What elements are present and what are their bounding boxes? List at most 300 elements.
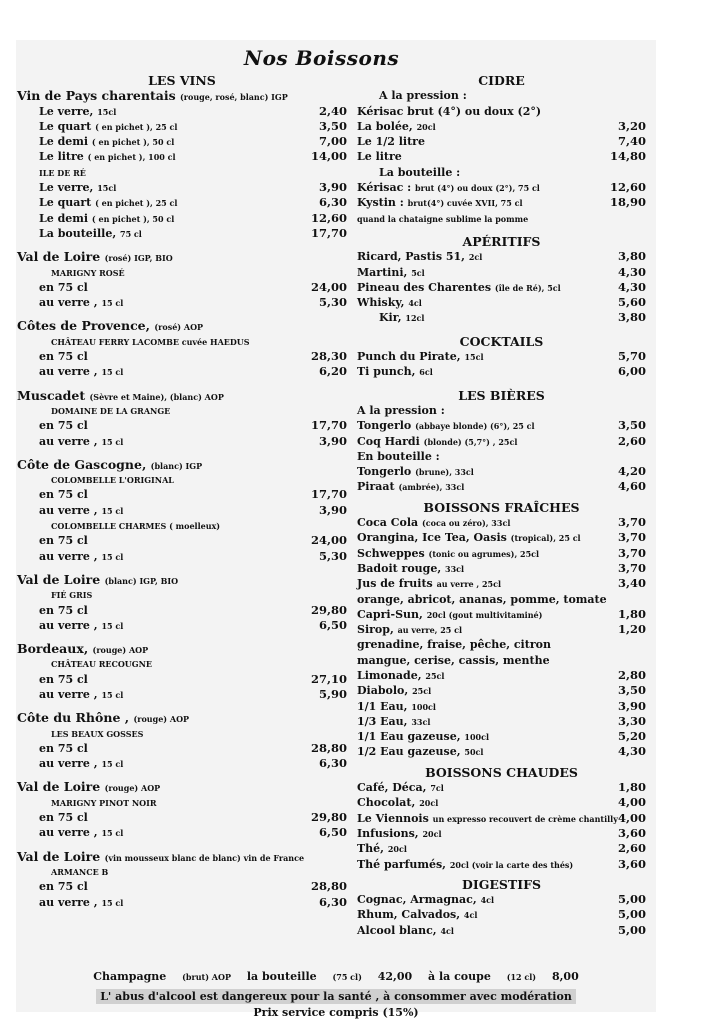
item-text (39, 756, 123, 772)
menu-item-kystin (357, 195, 646, 210)
wine-group-val-de-loire (17, 249, 347, 264)
menu-item-la-bouteille (17, 226, 347, 241)
item-note: MARIGNY PINOT NOIR (51, 797, 157, 808)
item-label: Bordeaux, (17, 641, 89, 657)
item-text (357, 653, 550, 668)
menu-item-kir (357, 310, 646, 325)
item-label: Kérisac brut (4°) ou doux (2°) (357, 104, 542, 118)
item-text (39, 503, 123, 519)
menu-item-au-verre (17, 549, 347, 564)
item-label: en 75 cl (39, 534, 88, 548)
item-price: 3,60 (617, 825, 646, 840)
item-price: 5,30 (318, 295, 347, 310)
item-note: 4cl (408, 298, 422, 309)
spacer (17, 380, 347, 388)
menu-item-jus-de-fruits (357, 576, 646, 591)
wine-group-cote-du-rhone (17, 710, 347, 725)
menu-item-the-parfumes (357, 857, 646, 872)
menu-item-marigny-rose (17, 265, 347, 280)
item-label: Côte de Gascogne, (17, 456, 147, 472)
item-text (39, 418, 88, 433)
item-price: 7,00 (318, 134, 347, 149)
menu-item-le-verre (17, 104, 347, 119)
item-note: 15 cl (101, 367, 124, 378)
item-price: 12,60 (310, 210, 347, 225)
item-label: Le verre, (39, 181, 94, 195)
item-text (51, 656, 152, 672)
item-text (357, 714, 430, 730)
item-label: Sirop, (357, 623, 394, 637)
bottle-price: 42,00 (377, 970, 413, 983)
item-note: 15 cl (101, 551, 124, 562)
item-text (39, 180, 116, 196)
item-price: 3,90 (318, 180, 347, 195)
item-label: au verre , (39, 503, 98, 517)
item-text (51, 334, 250, 350)
item-text (39, 618, 123, 634)
item-label: 1/2 Eau gazeuse, (357, 745, 461, 759)
item-text (357, 576, 501, 592)
left-column (17, 73, 347, 910)
menu-item-capri-sun (357, 607, 646, 622)
item-label: Le 1/2 litre (357, 135, 425, 149)
item-label: Côte du Rhône , (17, 710, 130, 726)
item-text (357, 811, 618, 827)
menu-item-badoit-rouge (357, 561, 646, 576)
item-label: au verre , (39, 757, 98, 771)
item-note: 33cl (411, 716, 431, 727)
item-label: Badoit rouge, (357, 561, 442, 575)
item-note: 20cl (voir la carte des thés) (449, 859, 574, 870)
menu-item-chateau-recougne (17, 656, 347, 671)
item-note: 33cl (445, 563, 465, 574)
item-label: au verre , (39, 687, 98, 701)
item-note: ( en pichet ), 100 cl (87, 152, 176, 163)
wine-group-val-de-loire (17, 572, 347, 587)
item-note: ( en pichet ), 50 cl (91, 213, 175, 224)
item-text (357, 683, 431, 699)
menu-item-1-3-eau (357, 714, 646, 729)
item-note: 20cl (387, 844, 407, 855)
item-price: 3,30 (617, 713, 646, 728)
item-label: Le demi (39, 211, 89, 225)
item-text (39, 349, 88, 364)
menu-item-au-verre (17, 895, 347, 910)
item-note: 5cl (411, 267, 425, 278)
item-label: en 75 cl (39, 880, 88, 894)
wine-group-muscadet (17, 388, 347, 403)
wine-group-cote-de-gascogne (17, 457, 347, 472)
item-text (357, 826, 442, 842)
section-heading: COCKTAILS (459, 333, 544, 349)
item-note: 4cl (440, 925, 454, 936)
item-text (39, 741, 88, 756)
item-text (357, 515, 510, 531)
item-price: 29,80 (310, 810, 347, 825)
menu-item-mangue-cerise-cassis-menthe (357, 653, 646, 668)
menu-item-domaine-de-la-grange (17, 403, 347, 418)
item-text (357, 149, 402, 164)
menu-item-le-viennois (357, 811, 646, 826)
item-label: en 75 cl (39, 350, 88, 364)
menu-item-armance-b (17, 864, 347, 879)
item-price: 17,70 (310, 225, 347, 240)
item-note: ILE DE RÉ (39, 167, 86, 178)
champagne-note: (brut) AOP (182, 972, 231, 982)
menu-item-tongerlo (357, 418, 646, 433)
item-text (39, 687, 123, 703)
item-price: 5,70 (617, 349, 646, 364)
item-label: Infusions, (357, 826, 419, 840)
item-label: Martini, (357, 265, 408, 279)
item-price: 7,40 (617, 134, 646, 149)
item-price: 4,60 (617, 479, 646, 494)
item-label: La bolée, (357, 119, 413, 133)
item-label: Diabolo, (357, 684, 409, 698)
item-text (51, 864, 108, 880)
item-price: 5,20 (617, 729, 646, 744)
menu-item-chateau-ferry-lacombe-cuvee-haedus (17, 334, 347, 349)
item-note: 20cl (419, 798, 439, 809)
item-text (39, 134, 174, 150)
item-price: 28,30 (310, 349, 347, 364)
item-text (39, 295, 123, 311)
menu-item-quand-la-chataigne-sublime-la-pomme (357, 211, 646, 226)
item-label: Val de Loire (17, 779, 101, 795)
menu-item-en-75-cl (17, 280, 347, 295)
menu-item-en-75-cl (17, 879, 347, 894)
item-note: 100cl (411, 701, 436, 712)
item-label: Rhum, Calvados, (357, 908, 461, 922)
item-price: 3,70 (617, 560, 646, 575)
menu-item-en-75-cl (17, 487, 347, 502)
item-text (51, 726, 143, 742)
item-note: 15 cl (101, 759, 124, 770)
item-text (357, 195, 523, 211)
item-note: 25cl (425, 670, 445, 681)
item-label: Chocolat, (357, 796, 416, 810)
champagne-label: Champagne (93, 970, 167, 983)
item-label: Kir, (379, 311, 402, 325)
item-label: Schweppes (357, 546, 425, 560)
item-price: 3,90 (617, 698, 646, 713)
item-note: au verre , 25cl (436, 579, 502, 590)
item-price: 5,30 (318, 548, 347, 563)
item-text (39, 104, 116, 120)
item-label: au verre , (39, 618, 98, 632)
item-label: En bouteille : (357, 449, 440, 463)
item-note: quand la chataigne sublime la pomme (357, 213, 529, 224)
item-note: 12cl (405, 313, 425, 324)
menu-item-schweppes (357, 546, 646, 561)
item-price: 6,50 (318, 617, 347, 632)
item-note: 4cl (463, 910, 478, 921)
item-label: Kérisac : (357, 181, 412, 195)
menu-item-ricard-pastis-51 (357, 249, 646, 264)
item-note: 6cl (419, 367, 433, 378)
menu-item-les-beaux-gosses (17, 726, 347, 741)
item-text (357, 464, 474, 480)
section-heading: DIGESTIFS (462, 876, 541, 892)
item-text (39, 149, 176, 165)
menu-item-au-verre (17, 756, 347, 771)
item-price: 3,90 (318, 502, 347, 517)
item-text (357, 668, 444, 684)
item-text (39, 165, 86, 181)
item-text (357, 434, 517, 450)
item-label: Val de Loire (17, 848, 101, 864)
item-text (357, 744, 483, 760)
item-label: La bouteille, (39, 226, 117, 240)
item-note: (blonde) (5,7°) , 25cl (423, 436, 518, 447)
menu-item-au-verre (17, 434, 347, 449)
menu-item-chocolat (357, 795, 646, 810)
menu-item-tongerlo (357, 464, 646, 479)
item-note: 100cl (464, 732, 490, 743)
item-text (39, 119, 177, 135)
item-text (357, 592, 607, 607)
item-text (357, 607, 542, 623)
item-label: Côtes de Provence, (17, 318, 150, 334)
menu-item-en-bouteille (357, 449, 646, 464)
item-label: Cognac, Armagnac, (357, 893, 477, 907)
item-text (379, 165, 460, 180)
item-price: 3,70 (617, 530, 646, 545)
item-text (51, 587, 92, 603)
item-text (357, 857, 573, 873)
item-note: ( en pichet ), 50 cl (91, 137, 175, 148)
item-note: (ambrée), 33cl (398, 482, 465, 493)
menu-item-au-verre (17, 825, 347, 840)
menu-item-cognac-armagnac (357, 892, 646, 907)
glass-note: (12 cl) (506, 972, 537, 982)
item-label: Val de Loire (17, 571, 101, 587)
item-price: 2,60 (617, 841, 646, 856)
spacer (17, 702, 347, 710)
item-text (357, 561, 464, 577)
item-label: Limonade, (357, 668, 422, 682)
menu-item-la-bouteille (357, 165, 646, 180)
item-label: en 75 cl (39, 811, 88, 825)
item-note: 25cl (412, 686, 432, 697)
menu-item-au-verre (17, 364, 347, 379)
menu-item-en-75-cl (17, 603, 347, 618)
item-note: (brune), 33cl (415, 467, 474, 478)
item-label: Orangina, Ice Tea, Oasis (357, 531, 507, 545)
item-price: 6,20 (318, 364, 347, 379)
item-label: au verre , (39, 365, 98, 379)
menu-item-a-la-pression (357, 88, 646, 103)
item-note: 15 cl (101, 298, 124, 309)
item-label: en 75 cl (39, 280, 88, 294)
item-price: 27,10 (310, 671, 347, 686)
item-note: ( en pichet ), 25 cl (95, 198, 178, 209)
item-text (39, 226, 142, 242)
menu-item-martini (357, 265, 646, 280)
menu-item-en-75-cl (17, 349, 347, 364)
item-price: 6,30 (318, 756, 347, 771)
item-price: 28,80 (310, 740, 347, 755)
glass-price: 8,00 (551, 970, 579, 983)
item-price: 6,50 (318, 825, 347, 840)
item-text (357, 622, 462, 638)
spacer (357, 326, 646, 334)
item-price: 3,80 (617, 310, 646, 325)
item-text (357, 923, 454, 939)
item-note: CHÂTEAU FERRY LACOMBE cuvée HAEDUS (51, 336, 250, 347)
item-price: 3,50 (617, 683, 646, 698)
item-text (357, 699, 436, 715)
item-text (357, 249, 482, 265)
menu-item-fie-gris (17, 587, 347, 602)
section-heading: BOISSONS CHAUDES (425, 764, 578, 780)
item-label: Kystin : (357, 196, 404, 210)
item-price: 1,20 (617, 622, 646, 637)
item-label: au verre , (39, 895, 98, 909)
item-price: 5,60 (617, 295, 646, 310)
item-label: grenadine, fraise, pêche, citron (357, 638, 551, 652)
item-price: 4,00 (617, 795, 646, 810)
item-note: COLOMBELLE L'ORIGINAL (51, 475, 174, 486)
item-price: 5,00 (617, 892, 646, 907)
item-text (39, 434, 123, 450)
item-text (39, 280, 88, 295)
item-label: Jus de fruits (357, 577, 433, 591)
item-price: 14,00 (310, 149, 347, 164)
spacer (357, 226, 646, 234)
item-text (39, 487, 88, 502)
section-heading: CIDRE (478, 73, 525, 88)
item-label: Le demi (39, 135, 89, 149)
item-text (357, 403, 445, 418)
menu-item-the (357, 841, 646, 856)
item-price: 5,00 (617, 907, 646, 922)
alcohol-warning: L' abus d'alcool est dangereux pour la santé , à consommer avec modération (96, 989, 576, 1004)
item-label: 1/1 Eau, (357, 699, 408, 713)
item-label: au verre , (39, 434, 98, 448)
item-price: 5,00 (617, 922, 646, 937)
menu-item-au-verre (17, 687, 347, 702)
item-note: 75 cl (120, 228, 142, 239)
item-price: 14,80 (609, 149, 646, 164)
item-text (357, 795, 438, 811)
menu-item-le-verre (17, 180, 347, 195)
menu-item-en-75-cl (17, 810, 347, 825)
item-label: au verre , (39, 549, 98, 563)
item-text (357, 780, 444, 796)
item-label: Thé, (357, 842, 385, 856)
item-text (39, 533, 88, 548)
item-price: 2,80 (617, 667, 646, 682)
item-price: 17,70 (310, 487, 347, 502)
item-text (39, 879, 88, 894)
item-text (357, 134, 425, 149)
item-label: en 75 cl (39, 419, 88, 433)
menu-item-alcool-blanc (357, 923, 646, 938)
item-text (51, 403, 170, 419)
wine-group-val-de-loire (17, 779, 347, 794)
item-price: 3,50 (617, 418, 646, 433)
item-label: en 75 cl (39, 672, 88, 686)
section-heading: LES BIÈRES (458, 387, 545, 403)
item-price: 4,30 (617, 264, 646, 279)
item-text (39, 195, 177, 211)
item-note: LES BEAUX GOSSES (51, 728, 144, 739)
item-text (39, 549, 123, 565)
item-text (357, 364, 433, 380)
item-text (51, 472, 174, 488)
item-label: Le quart (39, 119, 92, 133)
item-note: (tonic ou agrumes), 25cl (428, 548, 540, 559)
item-note: 15cl (97, 183, 117, 194)
item-label: Thé parfumés, (357, 857, 447, 871)
item-text (39, 603, 88, 618)
item-price: 6,30 (318, 195, 347, 210)
item-text (357, 479, 464, 495)
item-text (357, 546, 539, 562)
section-heading: LES VINS (148, 73, 216, 88)
item-label: Vin de Pays charentais (17, 88, 176, 104)
menu-item-coca-cola (357, 515, 646, 530)
item-note: FIÉ GRIS (51, 590, 93, 601)
item-label: en 75 cl (39, 488, 88, 502)
item-label: A la pression : (357, 403, 445, 417)
menu-item-le-litre (17, 149, 347, 164)
item-text (357, 119, 436, 135)
menu-item-grenadine-fraise-peche-citron (357, 637, 646, 652)
item-text (357, 265, 425, 281)
menu-item-ile-de-re (17, 165, 347, 180)
item-price: 2,40 (318, 103, 347, 118)
item-text (357, 295, 422, 311)
menu-item-infusions (357, 826, 646, 841)
item-label: Capri-Sun, (357, 607, 423, 621)
glass-label: à la coupe (428, 970, 491, 983)
right-column (357, 73, 646, 938)
menu-item-le-1-2-litre (357, 134, 646, 149)
item-label: A la pression : (379, 89, 467, 103)
item-price: 3,60 (617, 856, 646, 871)
menu-item-whisky (357, 295, 646, 310)
item-note: 4cl (480, 895, 495, 906)
item-label: Le verre, (39, 104, 94, 118)
menu-item-cafe-deca (357, 780, 646, 795)
item-price: 1,80 (617, 780, 646, 795)
item-price: 3,20 (617, 118, 646, 133)
item-text (357, 729, 489, 745)
item-label: Ricard, Pastis 51, (357, 250, 466, 264)
item-label: Le litre (39, 150, 84, 164)
item-text (357, 349, 483, 365)
menu-title: Nos Boissons (243, 46, 400, 70)
item-text (357, 180, 540, 196)
item-price: 18,90 (609, 195, 646, 210)
item-price: 17,70 (310, 418, 347, 433)
item-label: Le Viennois (357, 811, 429, 825)
menu-item-pineau-des-charentes (357, 280, 646, 295)
item-text (39, 810, 88, 825)
item-text (357, 418, 535, 434)
item-text (357, 104, 541, 119)
spacer (17, 310, 347, 318)
item-price: 4,00 (617, 810, 646, 825)
item-note: (blanc) IGP (150, 460, 203, 471)
menu-item-le-quart (17, 119, 347, 134)
menu-item-diabolo (357, 683, 646, 698)
service-note: Prix service compris (15%) (253, 1006, 419, 1019)
menu-item-piraat (357, 479, 646, 494)
item-note: CHÂTEAU RECOUGNE (51, 659, 153, 670)
